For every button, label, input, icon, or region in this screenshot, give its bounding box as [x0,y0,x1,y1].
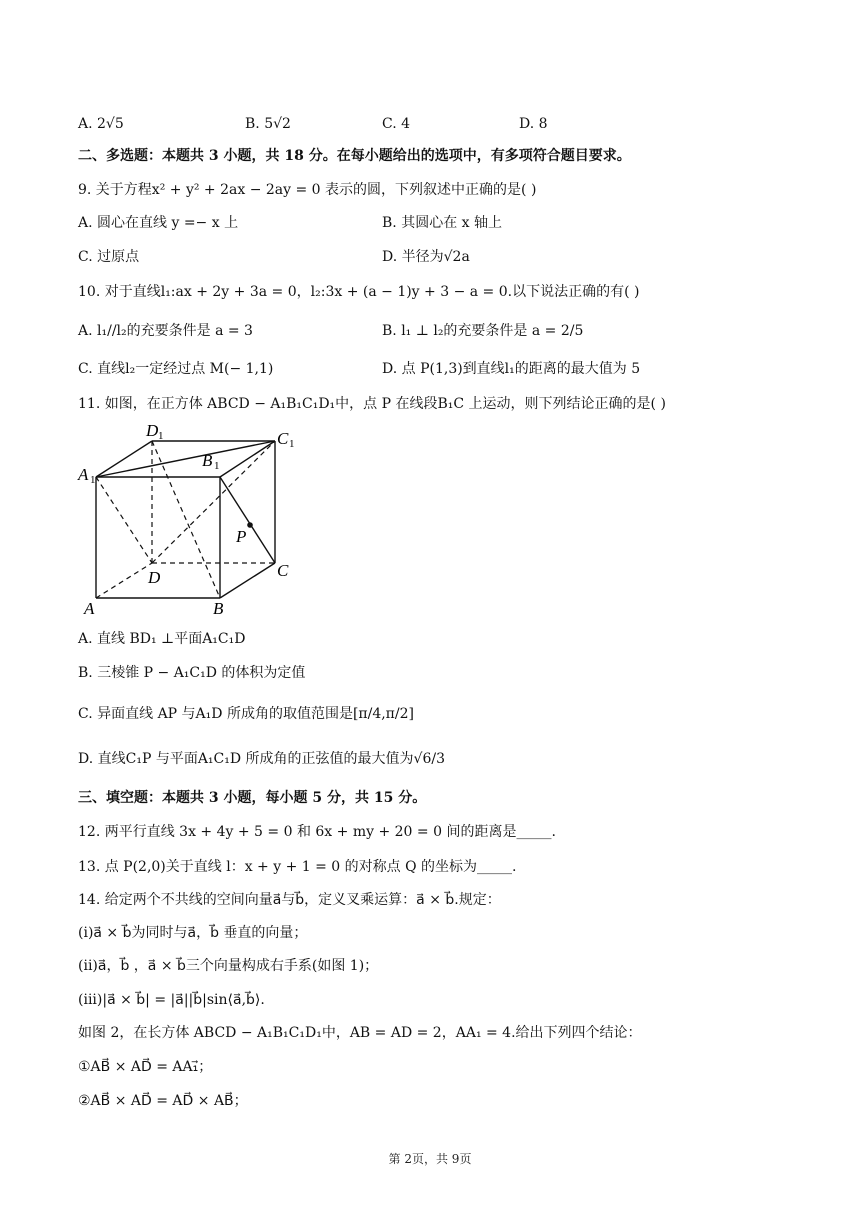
q14-conclusion-2: ②AB⃗ × AD⃗ = AD⃗ × AB⃗； [78,1093,248,1109]
q8-option-a: A. 2√5 [78,116,124,132]
q14-conclusion-1: ①AB⃗ × AD⃗ = AA₁⃗； [78,1059,213,1075]
q9-option-d: D. 半径为√2a [382,249,470,265]
label-d1: D [146,421,159,440]
q8-option-d: D. 8 [519,116,548,132]
q14-stem: 14. 给定两个不共线的空间向量a⃗与b⃗，定义叉乘运算：a⃗ × b⃗.规定： [78,892,501,908]
edge-bc [220,563,275,598]
q10-stem: 10. 对于直线l₁:ax + 2y + 3a = 0，l₂:3x + (a − 1)y + 3 − a = 0.以下说法正确的有( ) [78,284,640,300]
q10-option-d: D. 点 P(1,3)到直线l₁的距离的最大值为 5 [382,361,641,377]
q11-stem: 11. 如图，在正方体 ABCD − A₁B₁C₁D₁中，点 P 在线段B₁C 上运动，则下列结论正确的是( ) [78,396,666,412]
segment-a1d [96,477,152,563]
point-p [247,522,253,528]
q9-stem: 9. 关于方程x² + y² + 2ax − 2ay = 0 表示的圆，下列叙述中正确的是( ) [78,182,537,198]
q13-stem: 13. 点 P(2,0)关于直线 l：x + y + 1 = 0 的对称点 Q 的坐标为_____. [78,859,517,875]
q14-setup: 如图 2，在长方体 ABCD − A₁B₁C₁D₁中，AB = AD = 2，AA₁ = 4.给出下列四个结论： [78,1025,642,1041]
label-a1-sub: 1 [90,474,96,486]
label-c1: C [277,429,289,448]
label-b1-sub: 1 [214,460,220,472]
q12-stem: 12. 两平行直线 3x + 4y + 5 = 0 和 6x + my + 20 = 0 间的距离是_____. [78,824,556,840]
q11-option-c: C. 异面直线 AP 与A₁D 所成角的取值范围是[π/4,π/2] [78,706,414,722]
page-footer: 第 2页，共 9页 [388,1152,472,1166]
label-a: A [84,599,95,618]
q10-option-c: C. 直线l₂一定经过点 M(− 1,1) [78,361,274,377]
label-d1-sub: 1 [158,430,164,442]
section-heading-multiple-choice: 二、多选题：本题共 3 小题，共 18 分。在每小题给出的选项中，有多项符合题目要求。 [78,148,631,164]
edge-ad [96,563,152,598]
section-heading-fill-in: 三、填空题：本题共 3 小题，每小题 5 分，共 15 分。 [78,790,427,806]
q9-option-b: B. 其圆心在 x 轴上 [382,215,502,231]
label-b: B [213,599,224,618]
q8-option-b: B. 5√2 [245,116,291,132]
q14-rule-2: (ii)a⃗，b⃗ ，a⃗ × b⃗三个向量构成右手系(如图 1)； [78,958,379,974]
segment-b1c [220,477,275,563]
q9-option-c: C. 过原点 [78,249,140,265]
q9-option-a: A. 圆心在直线 y =− x 上 [78,215,239,231]
q14-rule-1: (i)a⃗ × b⃗为同时与a⃗，b⃗ 垂直的向量； [78,925,308,941]
q10-option-a: A. l₁//l₂的充要条件是 a = 3 [78,323,253,339]
label-d: D [148,568,161,587]
label-b1: B [202,451,213,470]
q8-option-c: C. 4 [382,116,411,132]
label-c1-sub: 1 [289,438,295,450]
q11-option-b: B. 三棱锥 P − A₁C₁D 的体积为定值 [78,665,306,681]
q14-rule-3: (iii)|a⃗ × b⃗| = |a⃗||b⃗|sin⟨a⃗,b⃗⟩. [78,992,265,1008]
label-c: C [277,561,289,580]
q10-option-b: B. l₁ ⊥ l₂的充要条件是 a = 2/5 [382,323,584,339]
q11-option-a: A. 直线 BD₁ ⊥平面A₁C₁D [78,631,246,647]
label-a1: A [78,465,89,484]
q11-option-d: D. 直线C₁P 与平面A₁C₁D 所成角的正弦值的最大值为√6/3 [78,751,445,767]
cube-figure [74,420,314,620]
label-p: P [236,527,247,546]
